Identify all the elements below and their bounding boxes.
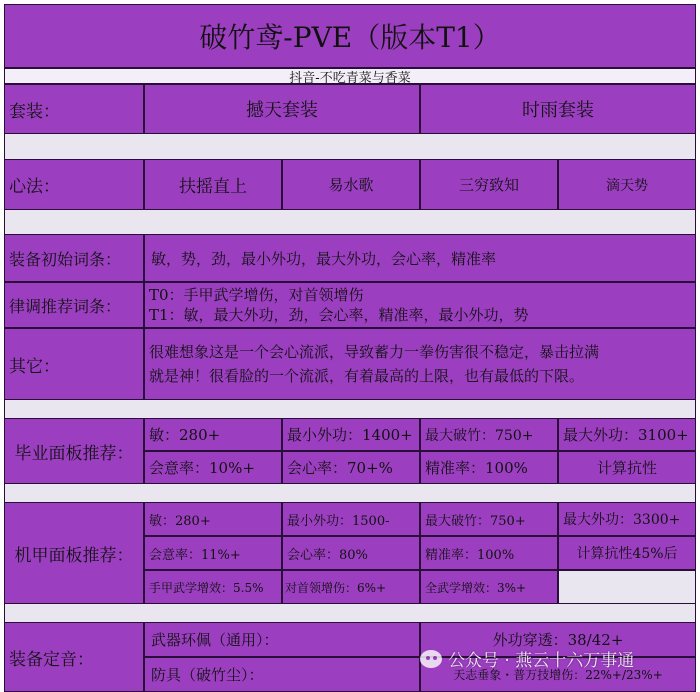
grad-panel-cell: 会心率：70+% <box>282 451 420 484</box>
row-divider <box>4 604 696 622</box>
grad-panel-label: 毕业面板推荐： <box>4 418 144 484</box>
set-item: 撼天套装 <box>144 84 420 134</box>
mech-panel-cell: 会心率：80% <box>282 536 420 570</box>
set-item: 时雨套装 <box>420 84 696 134</box>
row-divider <box>4 400 696 418</box>
xinfa-item: 三穷致知 <box>420 159 558 210</box>
tuning-sound-label: 装备定音： <box>4 622 144 692</box>
grad-panel-cell: 计算抗性 <box>558 451 696 484</box>
initial-affixes-label: 装备初始词条： <box>4 234 144 282</box>
tuning-sound-slot: 防具（破竹尘）： <box>144 657 420 692</box>
mech-panel-cell: 敏：280+ <box>144 502 282 536</box>
xinfa-item: 滴天势 <box>558 159 696 210</box>
xinfa-item: 易水歌 <box>282 159 420 210</box>
xinfa-label: 心法： <box>4 159 144 210</box>
watermark <box>420 646 634 671</box>
xinfa-item: 扶摇直上 <box>144 159 282 210</box>
mech-panel-cell: 最大外功：3300+ <box>558 502 696 536</box>
row-divider <box>4 484 696 502</box>
mech-panel-cell: 会意率：11%+ <box>144 536 282 570</box>
grad-panel-cell: 最小外功：1400+ <box>282 418 420 451</box>
tuning-line: T1：敏，最大外功，劲，会心率，精准率，最小外功，势 <box>149 306 529 324</box>
grad-panel-cell: 会意率：10%+ <box>144 451 282 484</box>
other-value <box>144 328 696 400</box>
tuning-line: T0：手甲武学增伤，对首领增伤 <box>149 286 364 304</box>
grad-panel-cell: 精准率：100% <box>420 451 558 484</box>
tuning-value <box>144 282 696 328</box>
row-divider <box>4 134 696 159</box>
initial-affixes-value: 敏，势，劲，最小外功，最大外功，会心率，精准率 <box>144 234 696 282</box>
other-label: 其它： <box>4 328 144 400</box>
grad-panel-cell: 敏：280+ <box>144 418 282 451</box>
mech-panel-cell: 手甲武学增效：5.5% <box>144 570 282 604</box>
tuning-sound-value: 外功穿透：38/42+ <box>420 622 696 657</box>
sets-label: 套装： <box>4 84 144 134</box>
tuning-sound-slot: 武器环佩（通用）： <box>144 622 420 657</box>
wechat-icon <box>420 650 442 668</box>
mech-panel-label: 机甲面板推荐： <box>4 502 144 604</box>
grad-panel-cell: 最大外功：3100+ <box>558 418 696 451</box>
mech-panel-cell: 最小外功：1500- <box>282 502 420 536</box>
tuning-sound-value: 天志垂象・普万技增伤：22%+/23%+ <box>420 657 696 692</box>
page-title: 破竹鸢-PVE（版本T1） <box>4 4 696 68</box>
row-divider <box>4 210 696 234</box>
author-credit: 抖音-不吃青菜与香菜 <box>4 68 696 84</box>
mech-panel-cell: 精准率：100% <box>420 536 558 570</box>
build-sheet <box>4 4 696 688</box>
mech-panel-cell: 全武学增效：3%+ <box>420 570 558 604</box>
grad-panel-cell: 最大破竹：750+ <box>420 418 558 451</box>
watermark-text: 公众号 · 燕云十六万事通 <box>448 651 635 671</box>
mech-panel-cell: 最大破竹：750+ <box>420 502 558 536</box>
mech-panel-empty-cell <box>558 570 696 604</box>
tuning-label: 律调推荐词条： <box>4 282 144 328</box>
mech-panel-cell: 计算抗性45%后 <box>558 536 696 570</box>
mech-panel-cell: 对首领增伤：6%+ <box>282 570 420 604</box>
other-line: 很难想象这是一个会心流派，导致蓄力一拳伤害很不稳定，暴击拉满 <box>149 343 600 361</box>
other-line: 就是神！很看脸的一个流派，有着最高的上限，也有最低的下限。 <box>149 367 585 385</box>
